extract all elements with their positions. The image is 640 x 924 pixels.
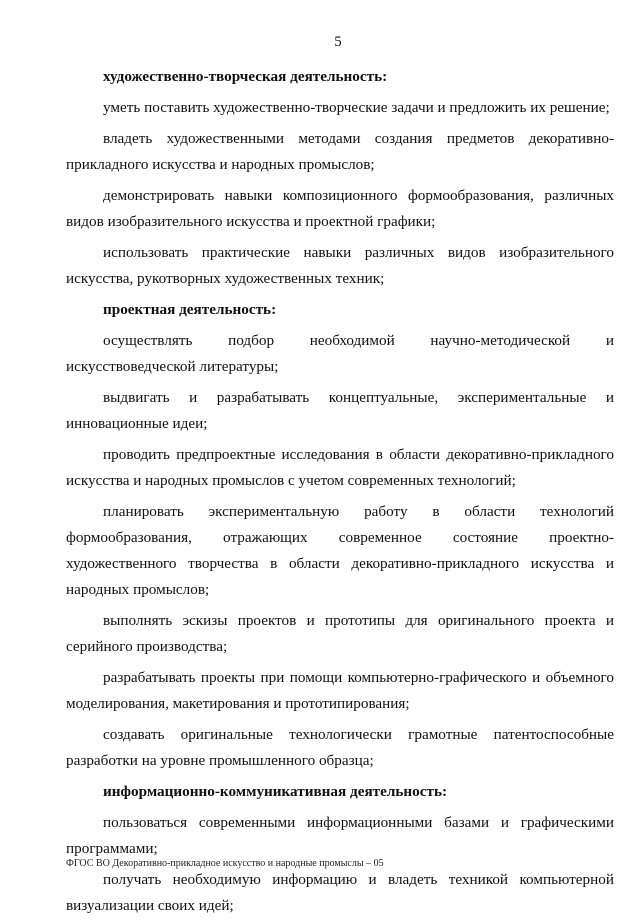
section-heading-project: проектная деятельность:: [103, 301, 277, 318]
list-item: получать необходимую информацию и владеть техникой компьютерной визуализации своих идей;: [66, 871, 614, 914]
list-item: уметь поставить художественно-творческие задачи и предложить их решение;: [103, 99, 610, 116]
list-item: демонстрировать навыки композиционного формообразования, различных видов изобразительного искусства и проектной графики;: [66, 187, 614, 230]
list-item: осуществлять подбор необходимой научно-методической и искусствоведческой литературы;: [66, 332, 614, 375]
list-item: пользоваться современными информационными базами и графическими программами;: [66, 814, 614, 857]
list-item: выдвигать и разрабатывать концептуальные, экспериментальные и инновационные идеи;: [66, 389, 614, 432]
section-heading-artistic-creative: художественно-творческая деятельность:: [103, 68, 388, 85]
list-item: выполнять эскизы проектов и прототипы для оригинального проекта и серийного производства;: [66, 612, 614, 655]
list-item: проводить предпроектные исследования в области декоративно-прикладного искусства и народных промыслов с учетом современных технологий;: [66, 446, 614, 489]
list-item: разрабатывать проекты при помощи компьютерно-графического и объемного моделирования, макетирования и прототипирования;: [66, 669, 614, 712]
list-item: владеть художественными методами создания предметов декоративно-прикладного искусства и народных промыслов;: [66, 130, 614, 173]
list-item: планировать экспериментальную работу в области технологий формообразования, отражающих современное состояние проектно-художественного творчества в области декоративно-прикладного искусства и народных промыслов;: [66, 503, 614, 598]
page-content: [66, 64, 614, 924]
section-heading-info-communicative: информационно-коммуникативная деятельность:: [103, 783, 448, 800]
list-item: создавать оригинальные технологически грамотные патентоспособные разработки на уровне промышленного образца;: [66, 726, 614, 769]
list-item: использовать практические навыки различных видов изобразительного искусства, рукотворных художественных техник;: [66, 244, 614, 287]
page-number: 5: [334, 34, 342, 50]
page-footer: ФГОС ВО Декоративно-прикладное искусство и народные промыслы – 05: [66, 858, 384, 869]
